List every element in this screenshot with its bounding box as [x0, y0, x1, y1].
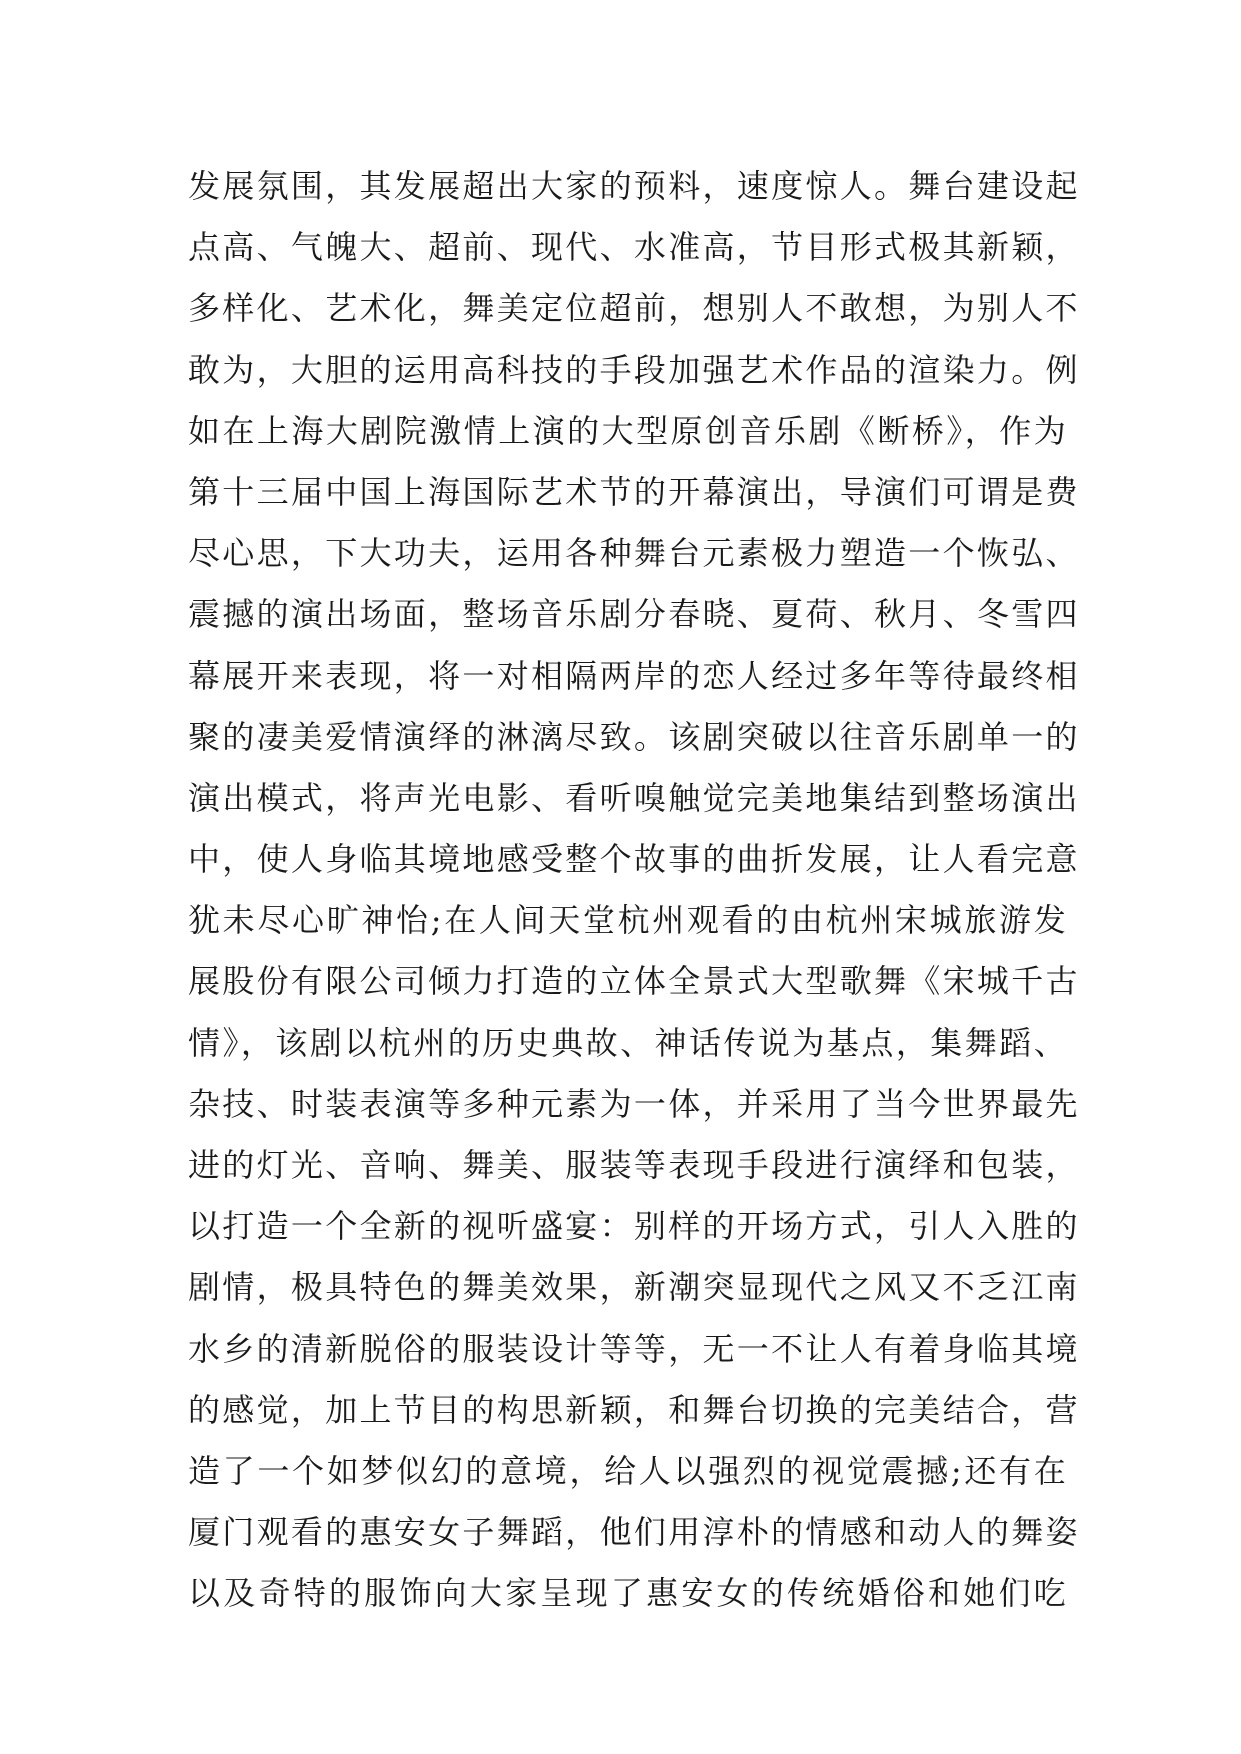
text-line: 多样化、艺术化，舞美定位超前，想别人不敢想，为别人不 — [188, 289, 1080, 328]
text-line: 幕展开来表现，将一对相隔两岸的恋人经过多年等待最终相 — [188, 656, 1080, 695]
text-line: 进的灯光、音响、舞美、服装等表现手段进行演绎和包装， — [188, 1146, 1080, 1184]
text-line: 杂技、时装表演等多种元素为一体，并采用了当今世界最先 — [188, 1084, 1080, 1123]
text-line: 剧情，极具特色的舞美效果，新潮突显现代之风又不乏江南 — [188, 1268, 1080, 1307]
text-line: 厦门观看的惠安女子舞蹈，他们用淳朴的情感和动人的舞姿 — [188, 1513, 1080, 1552]
text-line: 造了一个如梦似幻的意境，给人以强烈的视觉震撼;还有在 — [188, 1451, 1068, 1490]
text-line: 第十三届中国上海国际艺术节的开幕演出，导演们可谓是费 — [188, 472, 1080, 511]
text-line: 中，使人身临其境地感受整个故事的曲折发展，让人看完意 — [188, 840, 1080, 879]
body-text — [188, 156, 1080, 1625]
text-line: 展股份有限公司倾力打造的立体全景式大型歌舞《宋城千古 — [188, 962, 1080, 1001]
text-line: 情》，该剧以杭州的历史典故、神话传说为基点，集舞蹈、 — [188, 1023, 1068, 1062]
text-line: 敢为，大胆的运用高科技的手段加强艺术作品的渲染力。例 — [188, 350, 1080, 389]
text-line: 聚的凄美爱情演绎的淋漓尽致。该剧突破以往音乐剧单一的 — [188, 717, 1080, 756]
text-line: 点高、气魄大、超前、现代、水准高，节目形式极其新颖， — [188, 228, 1080, 267]
text-line: 发展氛围，其发展超出大家的预料，速度惊人。舞台建设起 — [188, 167, 1080, 205]
text-line: 尽心思，下大功夫，运用各种舞台元素极力塑造一个恢弘、 — [188, 534, 1080, 573]
text-line: 演出模式，将声光电影、看听嗅触觉完美地集结到整场演出 — [188, 778, 1080, 817]
text-line: 犹未尽心旷神怡;在人间天堂杭州观看的由杭州宋城旅游发 — [188, 901, 1068, 940]
text-line: 以及奇特的服饰向大家呈现了惠安女的传统婚俗和她们吃 — [188, 1574, 1068, 1613]
text-line: 的感觉，加上节目的构思新颖，和舞台切换的完美结合，营 — [188, 1390, 1080, 1429]
text-line: 水乡的清新脱俗的服装设计等等，无一不让人有着身临其境 — [188, 1329, 1080, 1368]
text-line: 如在上海大剧院激情上演的大型原创音乐剧《断桥》，作为 — [188, 411, 1068, 450]
text-line: 以打造一个全新的视听盛宴：别样的开场方式，引人入胜的 — [188, 1207, 1080, 1246]
text-line: 震撼的演出场面，整场音乐剧分春晓、夏荷、秋月、冬雪四 — [188, 595, 1080, 634]
